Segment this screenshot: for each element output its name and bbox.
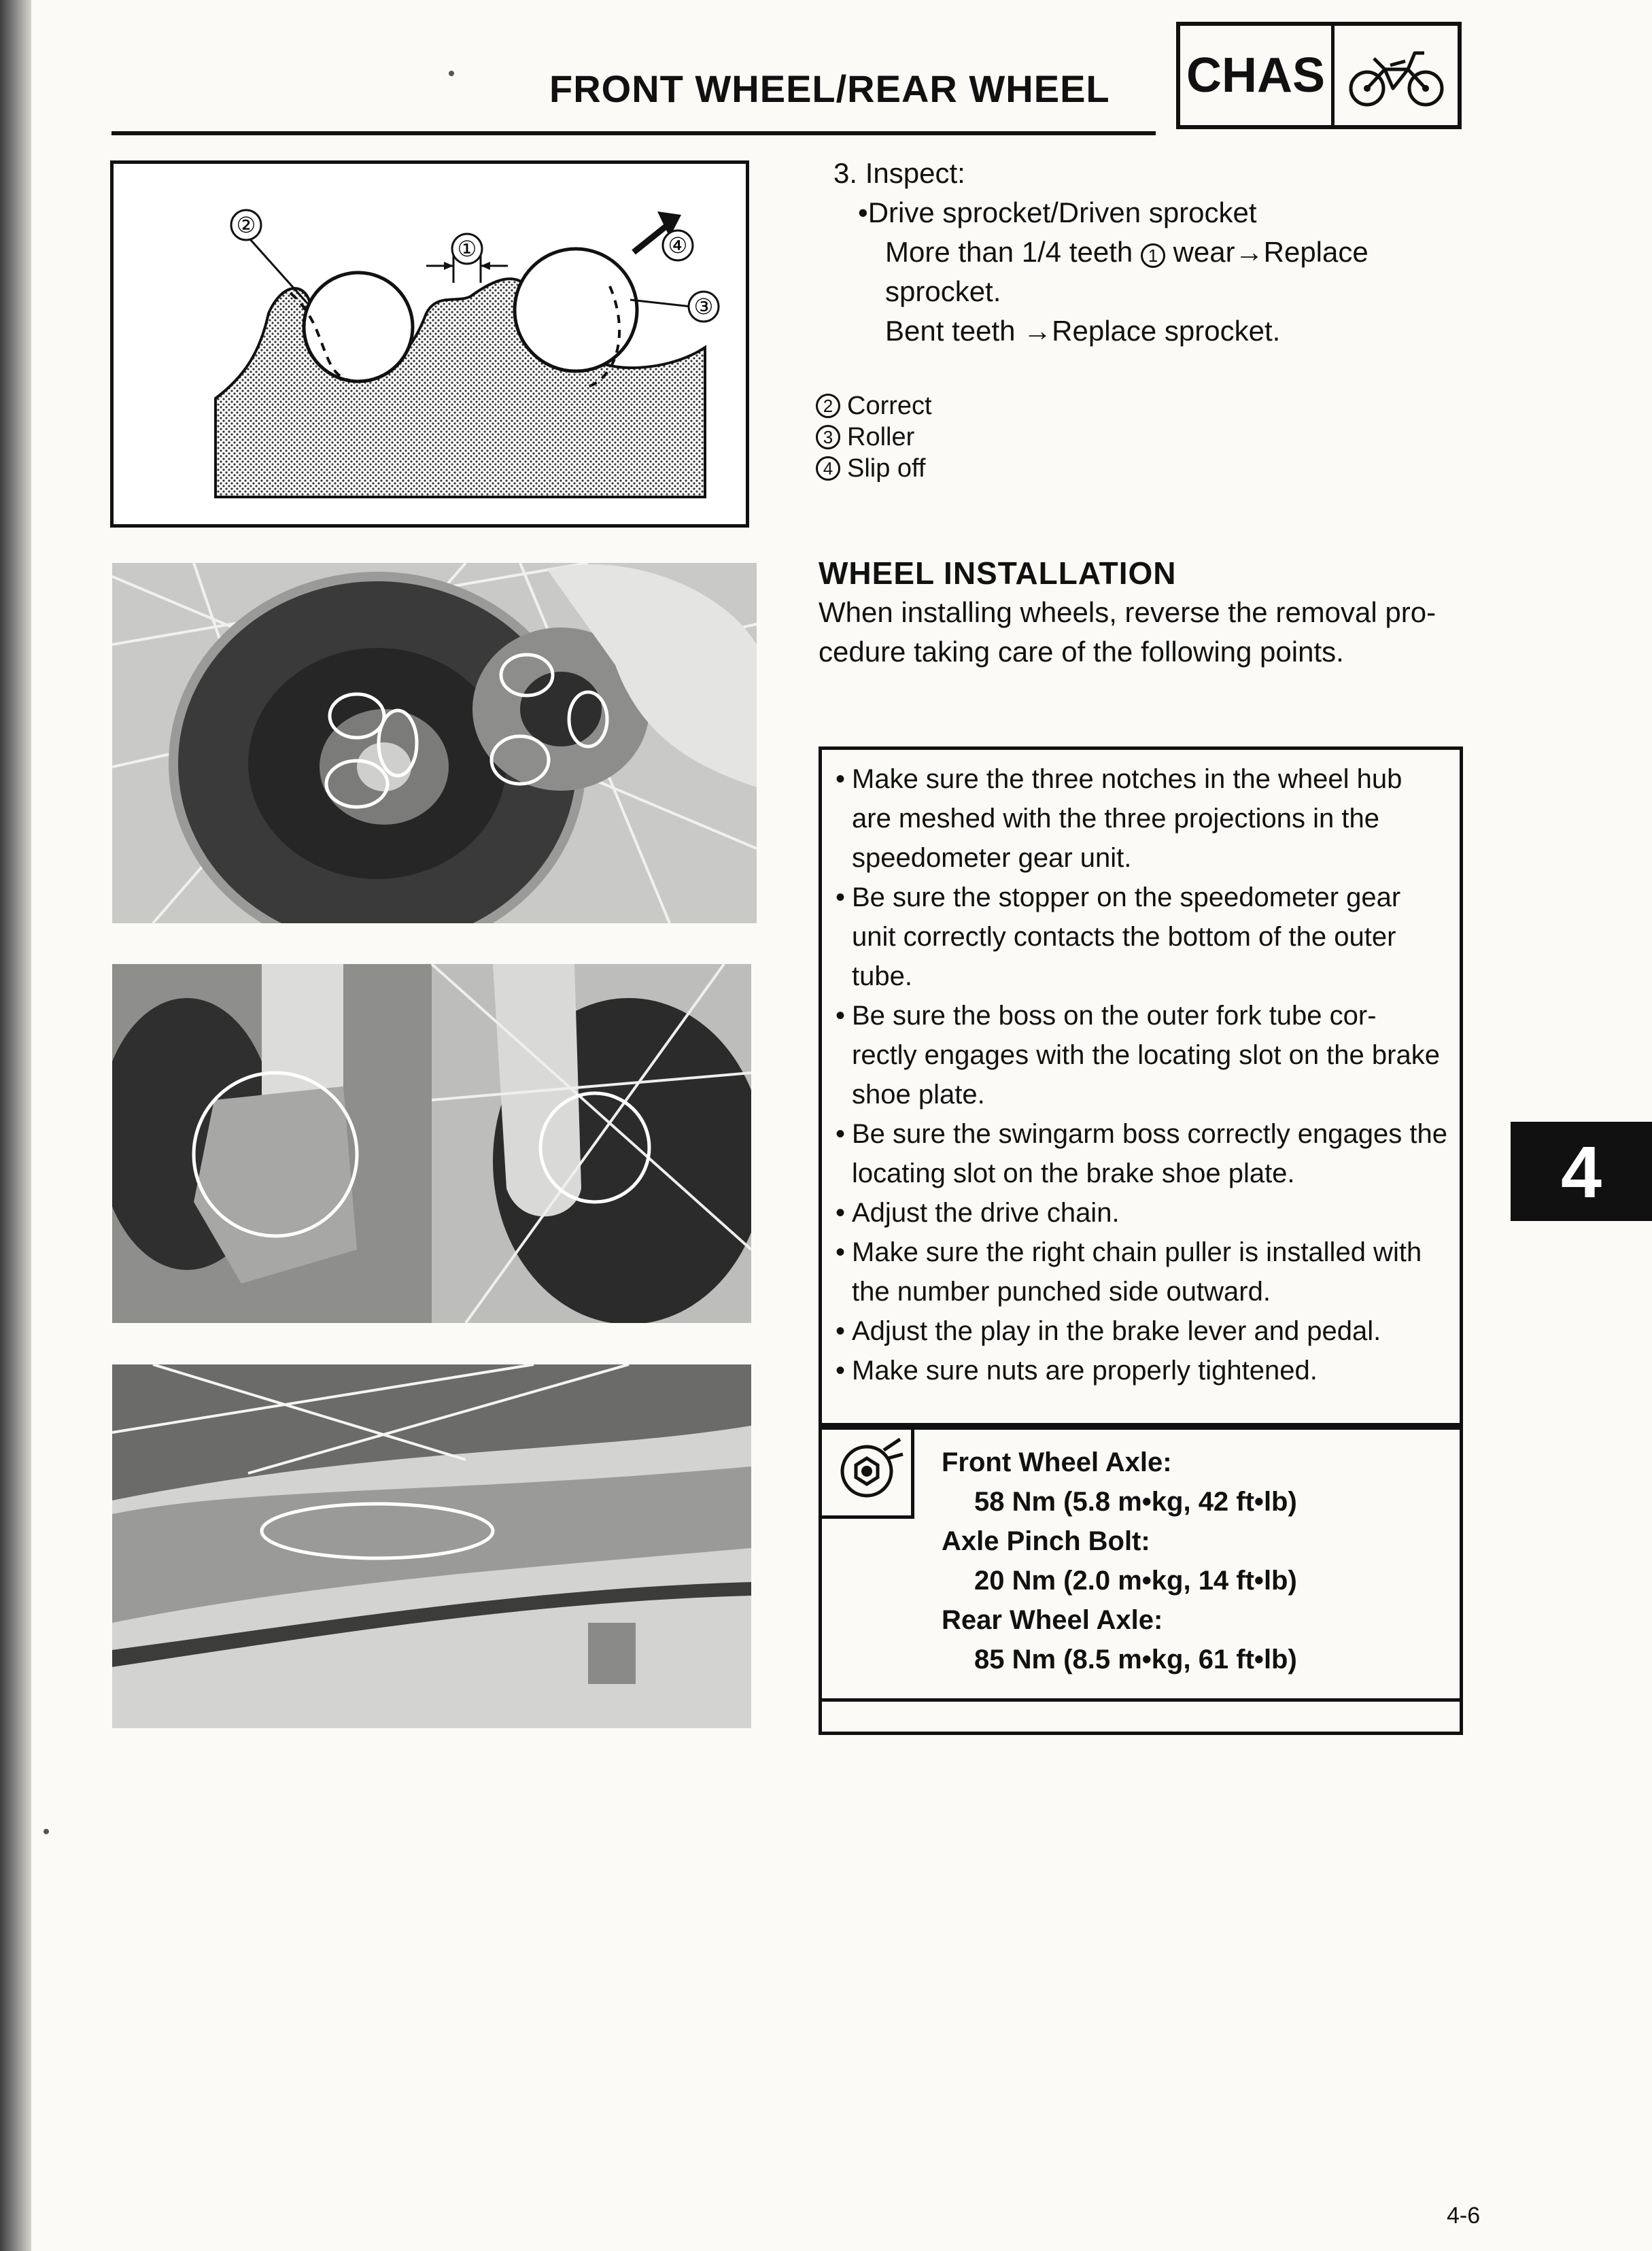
header-rule bbox=[111, 131, 1156, 135]
label-roller: ③ bbox=[693, 294, 714, 320]
section-heading: WHEEL INSTALLATION bbox=[819, 555, 1177, 591]
step-detail-line: Bent teeth →Replace sprocket. bbox=[885, 315, 1281, 347]
step-detail-pre: More than 1/4 teeth bbox=[885, 236, 1141, 268]
torque-value: 20 Nm (2.0 m•kg, 14 ft•lb) bbox=[974, 1566, 1297, 1596]
note-item: • Adjust the play in the brake lever and pedal. bbox=[836, 1316, 1381, 1346]
torque-value: 85 Nm (8.5 m•kg, 61 ft•lb) bbox=[974, 1645, 1297, 1674]
step-bullet: •Drive sprocket/Driven sprocket bbox=[858, 196, 1257, 228]
chapter-tab: 4 bbox=[1511, 1122, 1652, 1221]
torque-label: Axle Pinch Bolt: bbox=[942, 1526, 1150, 1556]
legend-item: 2 Correct bbox=[816, 390, 932, 422]
torque-bottom-rule bbox=[822, 1698, 1460, 1702]
note-item: • Make sure the three notches in the wheel hub are meshed with the three projections in the speedometer gear unit. bbox=[836, 764, 1403, 873]
callout-number: 1 bbox=[1141, 243, 1165, 268]
print-speck bbox=[449, 71, 454, 76]
rear-wheel-photo bbox=[112, 1364, 751, 1728]
diagram-legend bbox=[816, 390, 932, 484]
torque-values bbox=[942, 1443, 1297, 1679]
installation-notes-box bbox=[819, 746, 1463, 1426]
legend-item: 4 Slip off bbox=[816, 453, 932, 484]
page-title: FRONT WHEEL/REAR WHEEL bbox=[549, 67, 1110, 110]
page-binding-shadow bbox=[0, 0, 31, 2251]
note-item: • Make sure the right chain puller is installed with the number punched side outward. bbox=[836, 1237, 1422, 1307]
note-item: • Be sure the swingarm boss correctly engages the locating slot on the brake shoe plate. bbox=[836, 1119, 1447, 1188]
step-detail-line: sprocket. bbox=[885, 275, 1001, 307]
chapter-label: CHAS bbox=[1180, 26, 1335, 125]
note-item: • Adjust the drive chain. bbox=[836, 1198, 1120, 1228]
torque-wrench-icon bbox=[822, 1426, 914, 1519]
note-item: • Make sure nuts are properly tightened. bbox=[836, 1356, 1318, 1386]
note-item: • Be sure the boss on the outer fork tube cor- rectly engages with the locating slot on the brake shoe plate. bbox=[836, 1001, 1440, 1110]
label-slip-off: ④ bbox=[668, 233, 688, 258]
torque-top-rule bbox=[822, 1426, 1460, 1430]
step-detail-post: wear→Replace bbox=[1165, 236, 1369, 268]
torque-label: Front Wheel Axle: bbox=[942, 1447, 1172, 1477]
wheel-hub-photo bbox=[112, 563, 757, 923]
label-correct: ② bbox=[236, 212, 256, 238]
page-number: 4-6 bbox=[1447, 2203, 1481, 2229]
step-heading: 3. Inspect: bbox=[833, 157, 965, 189]
torque-spec-box bbox=[819, 1426, 1463, 1735]
motorcycle-icon bbox=[1335, 26, 1458, 125]
legend-item: 3 Roller bbox=[816, 422, 932, 453]
boss-engagement-photo bbox=[112, 964, 751, 1323]
torque-label: Rear Wheel Axle: bbox=[942, 1605, 1163, 1635]
installation-notes bbox=[836, 759, 1447, 1390]
chapter-badge bbox=[1176, 22, 1462, 129]
label-teeth-wear: ① bbox=[457, 236, 477, 262]
section-intro: When installing wheels, reverse the removal pro- cedure taking care of the following points. bbox=[819, 596, 1436, 668]
print-speck bbox=[44, 1829, 49, 1834]
step-detail-line bbox=[885, 233, 1369, 272]
torque-value: 58 Nm (5.8 m•kg, 42 ft•lb) bbox=[974, 1487, 1297, 1517]
sprocket-wear-diagram bbox=[110, 160, 749, 528]
note-item: • Be sure the stopper on the speedometer gear unit correctly contacts the bottom of the outer tube. bbox=[836, 882, 1401, 991]
